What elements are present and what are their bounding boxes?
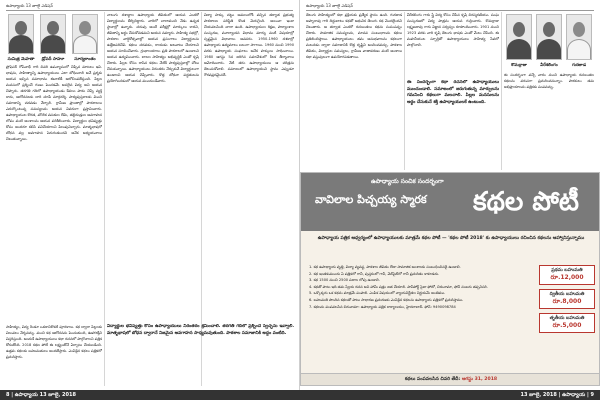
right-running-head: ఉపాధ్యాయ 13 జూలై ఎడిషన్ [306, 3, 353, 8]
contest-banner [301, 173, 600, 231]
right-portrait-caption-3: గురజాడ [572, 62, 586, 67]
prize-second-label: ద్వితీయ బహుమతి [549, 292, 585, 297]
contest-rule: 1. కథ ఉపాధ్యాయ వృత్తి, విద్యా వ్యవస్థ, పాఠశాల జీవితం లేదా సామాజిక అంశాలకు సంబంధించినదై ఉండాలి. [309, 265, 461, 269]
portrait-photo-2 [40, 14, 66, 54]
left-article-column-4 [6, 324, 102, 386]
prize-third [539, 313, 595, 333]
contest-rules-list [309, 265, 537, 311]
prize-first-amount: రూ.12,000 [550, 274, 584, 281]
right-portrait-caption-1: కొమర్రాజు [511, 62, 527, 67]
left-running-head: ఉపాధ్యాయ 13 జూలై ఎడిషన్ [6, 3, 53, 8]
right-page-footer: 13 జూలై, 2018 | ఉపాధ్యాయ | 9 [300, 390, 600, 400]
left-column-1-text: ప్రోఫెసర్ గోపీనాథ్ గారి చివరి ఉపన్యాసంలో చెప్పిన మాటలు ఇవి. భాషను, సాహిత్యాన్ని ఉపాధ్యాయులు ఎలా బోధించాలి అనే ప్రశ్నకు ఆయన ఇచ్చిన సమాధానం ఈనాటికీ ఆలోచింపజేస్తుంది. పిల్లల మనసులో ప్రశ్నించే గుణం పెంచడమే అసలైన విద్య అని ఆయన చెప్పారు. తరగతి గదిలో ఉపాధ్యాయుడు కేవలం పాఠం చెప్పే వ్యక్తి కాదు, ఆలోచనలకు దారి చూపే మార్గదర్శి. పాఠ్యపుస్తకాలకు మించి సమాజాన్ని చదవడం నేర్పాలి. గ్రామీణ ప్రాంతాల్లో పాఠశాలలు ఎదుర్కొంటున్న సమస్యలను ఆయన వివరంగా ప్రస్తావించారు. ఉపాధ్యాయుల కొరత, మౌలిక వసతుల లేమి, తల్లిదండ్రుల అవగాహన లోపం వంటి అంశాలను ఆయన పరిశీలించారు. విద్యార్థుల భవిష్యత్తు కోసం అందరూ కలిసి పనిచేయాలని పిలుపునిచ్చారు. మాతృభాషలో బోధన వల్ల అవగాహన పెరుగుతుందని అనేక అధ్యయనాలు చెబుతున్నాయి. [6, 65, 102, 141]
portrait-caption-2: డ్రోపదీ సాహూ [41, 56, 65, 61]
right-portrait-photo-3 [566, 14, 592, 60]
left-head-rule [6, 10, 293, 11]
prize-first [539, 265, 595, 285]
right-portrait-photo-2 [536, 14, 562, 60]
left-column-3-text: విద్యా హక్కు చట్టం అమలులోకి వచ్చిన తర్వాత ప్రభుత్వ పాఠశాలల పరిస్థితి కొంత మెరుగైంది. అయినా ఇంకా చేయవలసింది చాలా ఉంది. ఉపాధ్యాయుల శిక్షణ, పాఠ్యాంశాల సంస్కరణ, మూల్యాంకన విధానం మార్పు వంటి విషయాల్లో స్పష్టమైన విధానాలు అవసరం. 1950-1960 దశకాల్లో ఉపాధ్యాయ ఉద్యమాలు బలంగా సాగాయి. 1960 నుంచి 1990 వరకు ఉపాధ్యాయ సంఘాలు అనేక హక్కులు సాధించాయి. 1980 ఆగస్టు 5న జరిగిన సమావేశంలో కీలక తీర్మానాలు ఆమోదించారు. నేటి తరం ఉపాధ్యాయులు ఆ చరిత్రను తెలుసుకోవాలి. సమాజంలో ఉపాధ్యాయుని స్థానం ఎప్పుడూ గౌరవప్రదమైనదే. [204, 13, 294, 77]
right-column-rule-2 [501, 12, 502, 170]
right-pull-quote: ఈ సందర్భంగా కథా రచనలో ఉపాధ్యాయులు ముందుండాలి. సమాజంలో జరుగుతున్న మార్పులను గమనించి కథలుగా మలచాలి. పిల్లల మనసులను అర్థం చేసుకునే శక్తి ఉపాధ్యాయులకే ఉంటుంది. [407, 80, 499, 105]
right-page [300, 0, 600, 400]
contest-deadline-label: కథలు పంపవలసిన చివరి తేదీ: [404, 377, 461, 382]
left-article-column-1 [6, 64, 102, 320]
portrait-caption-3: సూర్యకాంతం [74, 56, 96, 61]
contest-rule: 7. కథలను పంపవలసిన చిరునామా: ఉపాధ్యాయ పత్రిక కార్యాలయం, హైదరాబాద్. ఫోన్: 9490098784 [309, 304, 456, 309]
contest-deadline-bar [301, 373, 600, 385]
contest-kicker: ఉపాధ్యాయ సంచిక సందర్భంగా [371, 178, 444, 185]
contest-subline: ఉపాధ్యాయ పత్రిక ఆధ్వర్యంలో ఉపాధ్యాయులకు మాత్రమే కథల పోటీ — 'కథల పోటీ 2018' కు ఉపాధ్యాయులు రచించిన కథలను ఆహ్వానిస్తున్నాము [317, 236, 585, 241]
prize-third-amount: రూ.5,000 [552, 322, 582, 329]
prize-second [539, 289, 595, 309]
right-column-1-text: తెలుగు సాహిత్యంలో కథా ప్రక్రియకు ప్రత్యేక స్థానం ఉంది. గురజాడ అప్పారావు గారి దిద్దుబాటు కథతో ఆధునిక తెలుగు కథ మొదలైందని చెబుతారు. ఆ తర్వాత ఎందరో రచయితలు కథను సుసంపన్నం చేశారు. సామాజిక సమస్యలను, మానవ సంబంధాలను కథలు ప్రతిబింబిస్తాయి. ఉపాధ్యాయులు తమ అనుభవాలను కథలుగా మలచడం ద్వారా సమాజానికి కొత్త దృష్టిని అందించవచ్చు. పాఠశాల జీవితం, విద్యార్థుల సమస్యలు, గ్రామీణ వాతావరణం వంటి అంశాలు కథా వస్తువులుగా ఉపయోగపడతాయి. [306, 13, 402, 59]
right-portrait-caption-2: వీరేశలింగం [540, 62, 558, 67]
left-article-column-2 [107, 12, 199, 320]
prize-third-label: తృతీయ బహుమతి [549, 316, 585, 321]
contest-rule: 5. ఒక్కొక్కరు ఒక కథను మాత్రమే పంపాలి. ఎంపిక విషయంలో న్యాయనిర్ణేతల నిర్ణయమే అంతిమం. [309, 291, 446, 296]
story-contest-advertisement [300, 172, 600, 386]
right-column-2-text: వీరేశలింగం గారు స్త్రీ విద్య కోసం చేసిన కృషి చిరస్మరణీయం. సంఘ సంస్కరణలో విద్య పాత్రను ఆయన గుర్తించారు. కొమర్రాజు లక్ష్మణరావు గారు విజ్ఞాన సర్వస్వం రూపొందించారు. 1901 నుంచి 1923 వరకు వారి కృషి తెలుగు భాషకు ఎంతో మేలు చేసింది. ఈ మహనీయుల స్ఫూర్తితో ఉపాధ్యాయులు సాహిత్య సేవలో పాల్గొనాలి. [407, 13, 499, 47]
left-column-4-text: సాహిత్యం, విద్య రెండూ ఒకదానికొకటి పూరకాలు. కథ ద్వారా పిల్లలకు విలువలు నేర్పవచ్చు. మంచి కథ ఆలోచనను పెంచుతుంది, ఊహాశక్తిని విస్తరిస్తుంది. అందుకే ఉపాధ్యాయులు కథా రచనలో పాల్గొనాలని పత్రిక కోరుతోంది. 2018 కథల పోటీ ఈ లక్ష్యంతోనే ఏర్పాటు చేయబడింది. ఉత్తమ కథలకు బహుమతులు అందజేస్తారు. ఎంపికైన కథలు పత్రికలో ప్రచురిస్తారు. [6, 325, 102, 359]
contest-rule: 2. కథ ఇంతకుముందు ఏ పత్రికలో గానీ, పుస్తకంలో గానీ, వెబ్‌సైట్‌లో గానీ ప్రచురితం కాకూడదు. [309, 271, 440, 276]
contest-title-memorial: వావిలాల పిచ్చయ్య స్మారక [315, 193, 427, 206]
left-article-column-3 [204, 12, 294, 320]
left-pull-quote: విద్యార్థుల భవిష్యత్తు కోసం ఉపాధ్యాయులు నిరంతరం శ్రమించాలి. తరగతి గదిలో ప్రశ్నించే స్వేచ్ఛను ఇవ్వాలి. మాతృభాషలో బోధన ద్వారానే నిజమైన అవగాహన సాధ్యమవుతుంది. పాఠశాల సమాజానికి అద్దం వంటిది. [107, 324, 294, 336]
prize-first-label: ప్రథమ బహుమతి [551, 268, 583, 273]
right-portrait-photo-1 [506, 14, 532, 60]
portrait-photo-1 [8, 14, 34, 54]
prize-second-amount: రూ.8,000 [552, 298, 582, 305]
contest-prizes [539, 265, 595, 337]
contest-rule: 4. కథతో పాటు ఇది తమ స్వీయ రచన అని హామీ పత్రం జత చేయాలి. పాస్‌పోర్ట్ సైజు ఫోటో, చిరునామా, ఫోన్ నంబరు తప్పనిసరి. [309, 284, 488, 289]
left-column-rule-1 [104, 12, 105, 386]
contest-rule: 6. బహుమతి పొందిన కథలతో పాటు సాధారణ ప్రచురణకు ఎంపికైన కథలను ఉపాధ్యాయ పత్రికలో ప్రచురిస్తాము. [309, 297, 464, 302]
portrait-photo-3 [72, 14, 98, 54]
contest-deadline-date: ఆగస్టు 31, 2018 [461, 377, 498, 382]
left-column-2-text: నాలుగు దశాబ్దాల ఉపాధ్యాయ జీవితంలో ఆయన ఎందరో విద్యార్థులను తీర్చిదిద్దారు. వారిలో చాలామంది నేడు ఉన్నత స్థానాల్లో ఉన్నారు. చదువు అంటే పరీక్షల్లో మార్కులు కాదని, జీవితాన్ని అర్థం చేసుకోవడమని ఆయన నమ్మారు. సాహిత్య సభల్లో, పాఠశాల వార్షికోత్సవాల్లో ఆయన ప్రసంగాలు విద్యార్థులను ఉత్తేజపరిచేవి. కథలు చదవడం, రాయడం అలవాటు చేయాలని ఆయన సూచించేవారు. గ్రంథాలయాలు ప్రతి పాఠశాలలో ఉండాలని ఆయన ఉద్యమించారు. బాలల సాహిత్యం అభివృద్ధికి ఎంతో కృషి చేశారు. పిల్లల కోసం రాసిన కథలు నేటికీ పాఠ్యపుస్తకాల్లో చోటు చేసుకున్నాయి. ఉపాధ్యాయులు నిరంతరం నేర్చుకునే విద్యార్థులుగా ఉండాలని ఆయన చెప్పేవారు. కొత్త బోధనా పద్ధతులను ప్రయోగించడంలో ఆయన ముందుండేవారు. [107, 13, 199, 83]
right-column-3-text: ఈ సందర్భంగా వచ్చే వారం నుంచి ఉపాధ్యాయ రచయితల కథలను వరుసగా ప్రచురించనున్నాం. పాఠకులు తమ అభిప్రాయాలను పత్రికకు పంపవచ్చు. [504, 73, 594, 89]
contest-title-main: కథల పోటీ [473, 187, 579, 217]
contest-rule: 3. కథ 1500 నుంచి 2500 పదాల లోపు ఉండాలి. [309, 278, 380, 283]
right-article-column-2 [407, 12, 499, 74]
right-article-column-1 [306, 12, 402, 170]
right-head-rule [306, 10, 594, 11]
portrait-caption-1: సుమిత్ర మెహతా [7, 56, 35, 61]
right-column-rule-1 [404, 12, 405, 170]
right-article-column-3 [504, 72, 594, 170]
left-page-footer: 8 | ఉపాధ్యాయ 13 జూలై, 2018 [0, 390, 300, 400]
